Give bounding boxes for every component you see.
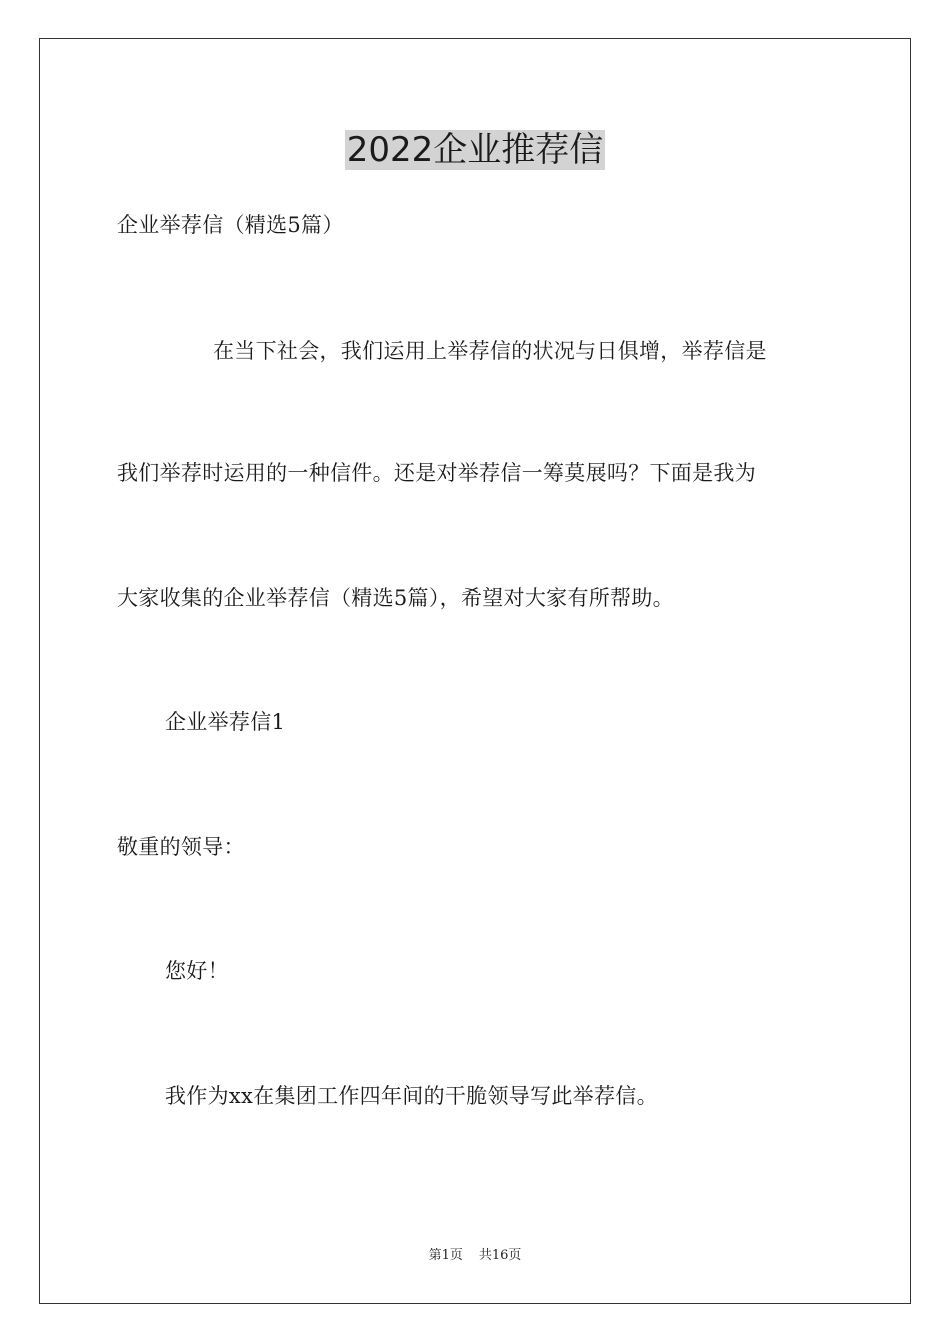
greeting: 您好！ — [165, 959, 229, 983]
letter-heading: 企业举荐信1 — [165, 710, 286, 734]
total-pages: 共16页 — [478, 1248, 522, 1263]
page-footer — [0, 1247, 950, 1265]
document-subtitle: 企业举荐信（精选5篇） — [117, 213, 344, 237]
intro-paragraph-line-1: 在当下社会，我们运用上举荐信的状况与日俱增，举荐信是 — [213, 339, 767, 363]
salutation: 敬重的领导： — [117, 835, 245, 859]
intro-paragraph-line-3: 大家收集的企业举荐信（精选5篇），希望对大家有所帮助。 — [117, 586, 674, 610]
letter-body-line-1: 我作为xx在集团工作四年间的干脆领导写此举荐信。 — [165, 1084, 658, 1108]
intro-paragraph-line-2: 我们举荐时运用的一种信件。还是对举荐信一筹莫展吗？下面是我为 — [117, 461, 756, 485]
page-number: 第1页 — [428, 1248, 463, 1263]
document-title-text: 2022企业推荐信 — [346, 130, 604, 170]
document-title — [0, 128, 950, 172]
